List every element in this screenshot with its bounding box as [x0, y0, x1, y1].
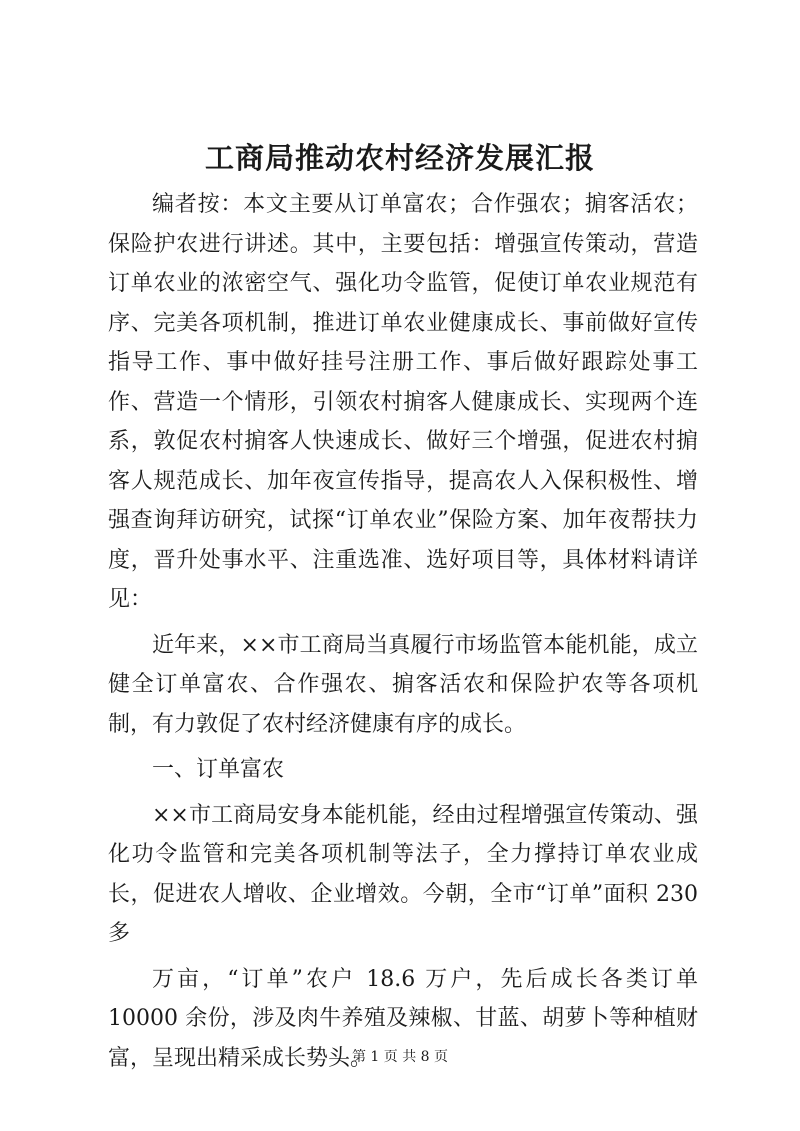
document-title: 工商局推动农村经济发展汇报	[204, 141, 595, 175]
document-body	[108, 185, 698, 1084]
paragraph-intro: 近年来，××市工商局当真履行市场监管本能机能，成立健全订单富农、合作强农、掮客活农和保险护农等各项机制，有力敦促了农村经济健康有序的成长。	[108, 632, 698, 737]
section-heading-order-farming: 一、订单富农	[152, 757, 285, 782]
paragraph-editor-note: 编者按：本文主要从订单富农；合作强农；掮客活农；保险护农进行讲述。其中，主要包括：增强宣传策动，营造订单农业的浓密空气、强化功令监管，促使订单农业规范有序、完美各项机制，推进订单农业健康成长、事前做好宣传指导工作、事中做好挂号注册工作、事后做好跟踪处事工作、营造一个情形，引领农村掮客人健康成长、实现两个连系，敦促农村掮客人快速成长、做好三个增强，促进农村掮客人规范成长、加年夜宣传指导，提高农人入保积极性、增强查询拜访研究，试探“订单农业”保险方案、加年夜帮扶力度，晋升处事水平、注重选准、选好项目等，具体材料请详见：	[108, 192, 698, 612]
paragraph-order-stats: 万亩，“订单”农户 18.6 万户，先后成长各类订单 10000 余份，涉及肉牛养殖及辣椒、甘蓝、胡萝卜等种植财富，呈现出精采成长势头。	[108, 966, 698, 1071]
page-number-footer: 第 1 页 共 8 页	[351, 1049, 449, 1065]
paragraph-order-farming: ××市工商局安身本能机能，经由过程增强宣传策动、强化功令监管和完美各项机制等法子，全力撑持订单农业成长，促进农人增收、企业增效。今朝，全市“订单”面积 230 多	[108, 802, 698, 946]
